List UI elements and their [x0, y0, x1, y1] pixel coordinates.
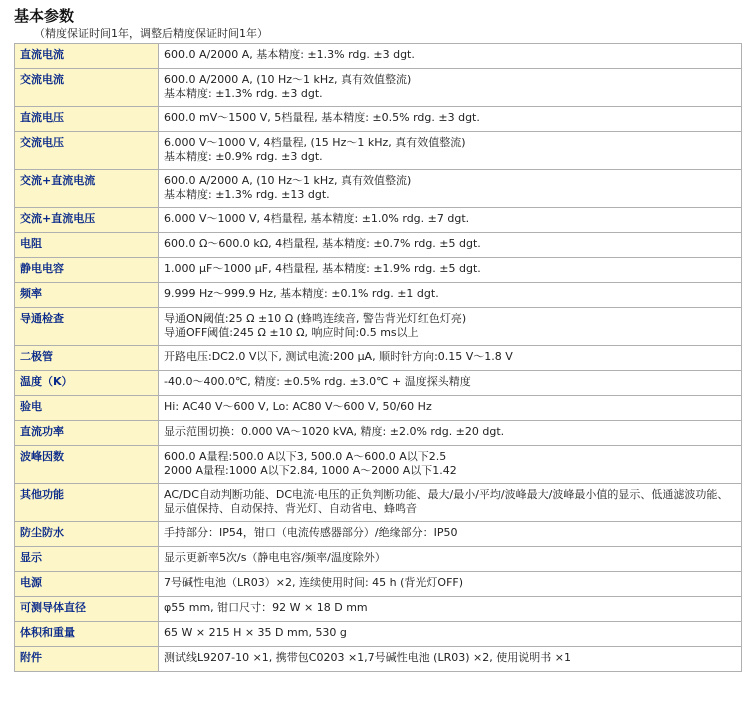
spec-row — [15, 283, 742, 308]
spec-row — [15, 572, 742, 597]
spec-row — [15, 522, 742, 547]
spec-value — [159, 132, 742, 170]
spec-label: 二极管 — [15, 346, 159, 371]
spec-value-line: 600.0 A量程:500.0 A以下3, 500.0 A～600.0 A以下2.5 — [164, 450, 447, 463]
spec-value — [159, 371, 742, 396]
spec-value-line: 6.000 V～1000 V, 4档量程, 基本精度: ±1.0% rdg. ±7 dgt. — [164, 212, 470, 225]
spec-label: 交流+直流电流 — [15, 170, 159, 208]
spec-value-line: 基本精度: ±0.9% rdg. ±3 dgt. — [164, 150, 323, 163]
spec-value-line: 7号碱性电池（LR03）×2, 连续使用时间: 45 h (背光灯OFF) — [164, 576, 464, 589]
spec-label: 验电 — [15, 396, 159, 421]
spec-value — [159, 44, 742, 69]
spec-value-line: AC/DC自动判断功能、DC电流·电压的正负判断功能、最大/最小/平均/波峰最大/波峰最小值的显示、低通滤波功能、显示值保持、自动保持、背光灯、自动省电、蜂鸣音 — [164, 488, 729, 515]
spec-value — [159, 572, 742, 597]
spec-value-line: φ55 mm, 钳口尺寸：92 W × 18 D mm — [164, 601, 368, 614]
spec-row — [15, 446, 742, 484]
spec-value — [159, 446, 742, 484]
spec-row — [15, 346, 742, 371]
spec-row — [15, 647, 742, 672]
spec-value-line: 手持部分：IP54，钳口（电流传感器部分）/绝缘部分：IP50 — [164, 526, 458, 539]
spec-value-line: 6.000 V～1000 V, 4档量程, (15 Hz～1 kHz, 真有效值整流) — [164, 136, 466, 149]
spec-value-line: 600.0 Ω～600.0 kΩ, 4档量程, 基本精度: ±0.7% rdg. ±5 dgt. — [164, 237, 481, 250]
spec-value-line: 显示范围切换：0.000 VA～1020 kVA, 精度: ±2.0% rdg. ±20 dgt. — [164, 425, 505, 438]
spec-value-line: 9.999 Hz～999.9 Hz, 基本精度: ±0.1% rdg. ±1 dgt. — [164, 287, 439, 300]
spec-label: 交流电流 — [15, 69, 159, 107]
spec-value-line: 导通ON阈值:25 Ω ±10 Ω (蜂鸣连续音, 警告背光灯红色灯亮) — [164, 312, 467, 325]
spec-label: 体积和重量 — [15, 622, 159, 647]
spec-label: 导通检查 — [15, 308, 159, 346]
spec-value-line: 600.0 mV～1500 V, 5档量程, 基本精度: ±0.5% rdg. ±3 dgt. — [164, 111, 480, 124]
spec-value-line: 600.0 A/2000 A, (10 Hz～1 kHz, 真有效值整流) — [164, 73, 412, 86]
spec-row — [15, 69, 742, 107]
spec-label: 直流功率 — [15, 421, 159, 446]
spec-row — [15, 597, 742, 622]
spec-label: 直流电流 — [15, 44, 159, 69]
spec-label: 附件 — [15, 647, 159, 672]
spec-row — [15, 371, 742, 396]
spec-row — [15, 622, 742, 647]
spec-label: 其他功能 — [15, 484, 159, 522]
spec-value — [159, 622, 742, 647]
spec-label: 频率 — [15, 283, 159, 308]
spec-row — [15, 44, 742, 69]
spec-row — [15, 132, 742, 170]
spec-row — [15, 484, 742, 522]
spec-label: 直流电压 — [15, 107, 159, 132]
spec-value-line: 测试线L9207-10 ×1, 携带包C0203 ×1,7号碱性电池 (LR03) ×2, 使用说明书 ×1 — [164, 651, 571, 664]
spec-row — [15, 547, 742, 572]
spec-value-line: 显示更新率5次/s（静电电容/频率/温度除外） — [164, 551, 386, 564]
spec-label: 电源 — [15, 572, 159, 597]
spec-label: 防尘防水 — [15, 522, 159, 547]
spec-label: 可测导体直径 — [15, 597, 159, 622]
spec-row — [15, 233, 742, 258]
spec-value — [159, 233, 742, 258]
spec-value-line: 开路电压:DC2.0 V以下, 测试电流:200 μA, 顺时针方向:0.15 V～1.8 V — [164, 350, 513, 363]
spec-value — [159, 597, 742, 622]
spec-row — [15, 107, 742, 132]
spec-value — [159, 522, 742, 547]
spec-value — [159, 283, 742, 308]
spec-value — [159, 258, 742, 283]
spec-value — [159, 396, 742, 421]
spec-row — [15, 208, 742, 233]
spec-row — [15, 258, 742, 283]
spec-value-line: 600.0 A/2000 A, 基本精度: ±1.3% rdg. ±3 dgt. — [164, 48, 415, 61]
spec-value-line: -40.0～400.0℃, 精度: ±0.5% rdg. ±3.0℃ + 温度探头精度 — [164, 375, 471, 388]
spec-row — [15, 396, 742, 421]
spec-value-line: 基本精度: ±1.3% rdg. ±13 dgt. — [164, 188, 330, 201]
spec-row — [15, 308, 742, 346]
spec-label: 波峰因数 — [15, 446, 159, 484]
spec-value — [159, 547, 742, 572]
spec-value-line: 600.0 A/2000 A, (10 Hz～1 kHz, 真有效值整流) — [164, 174, 412, 187]
spec-value-line: 基本精度: ±1.3% rdg. ±3 dgt. — [164, 87, 323, 100]
spec-label: 静电电容 — [15, 258, 159, 283]
spec-value — [159, 421, 742, 446]
spec-table-body — [15, 44, 742, 672]
spec-label: 交流电压 — [15, 132, 159, 170]
spec-value — [159, 308, 742, 346]
spec-value — [159, 346, 742, 371]
spec-label: 温度（K） — [15, 371, 159, 396]
spec-table — [14, 43, 742, 672]
spec-value-line: 1.000 μF～1000 μF, 4档量程, 基本精度: ±1.9% rdg. ±5 dgt. — [164, 262, 481, 275]
spec-value-line: 65 W × 215 H × 35 D mm, 530 g — [164, 626, 347, 639]
spec-row — [15, 170, 742, 208]
spec-value — [159, 107, 742, 132]
spec-value — [159, 170, 742, 208]
spec-row — [15, 421, 742, 446]
spec-value-line: 2000 A量程:1000 A以下2.84, 1000 A～2000 A以下1.42 — [164, 464, 457, 477]
spec-value — [159, 208, 742, 233]
spec-label: 电阻 — [15, 233, 159, 258]
spec-value — [159, 69, 742, 107]
spec-value — [159, 647, 742, 672]
page-title: 基本参数 — [14, 7, 75, 25]
accuracy-note: （精度保证时间1年，调整后精度保证时间1年） — [34, 27, 268, 40]
spec-label: 显示 — [15, 547, 159, 572]
spec-value — [159, 484, 742, 522]
spec-value-line: Hi: AC40 V～600 V, Lo: AC80 V～600 V, 50/60 Hz — [164, 400, 432, 413]
spec-value-line: 导通OFF阈值:245 Ω ±10 Ω, 响应时间:0.5 ms以上 — [164, 326, 419, 339]
spec-label: 交流+直流电压 — [15, 208, 159, 233]
